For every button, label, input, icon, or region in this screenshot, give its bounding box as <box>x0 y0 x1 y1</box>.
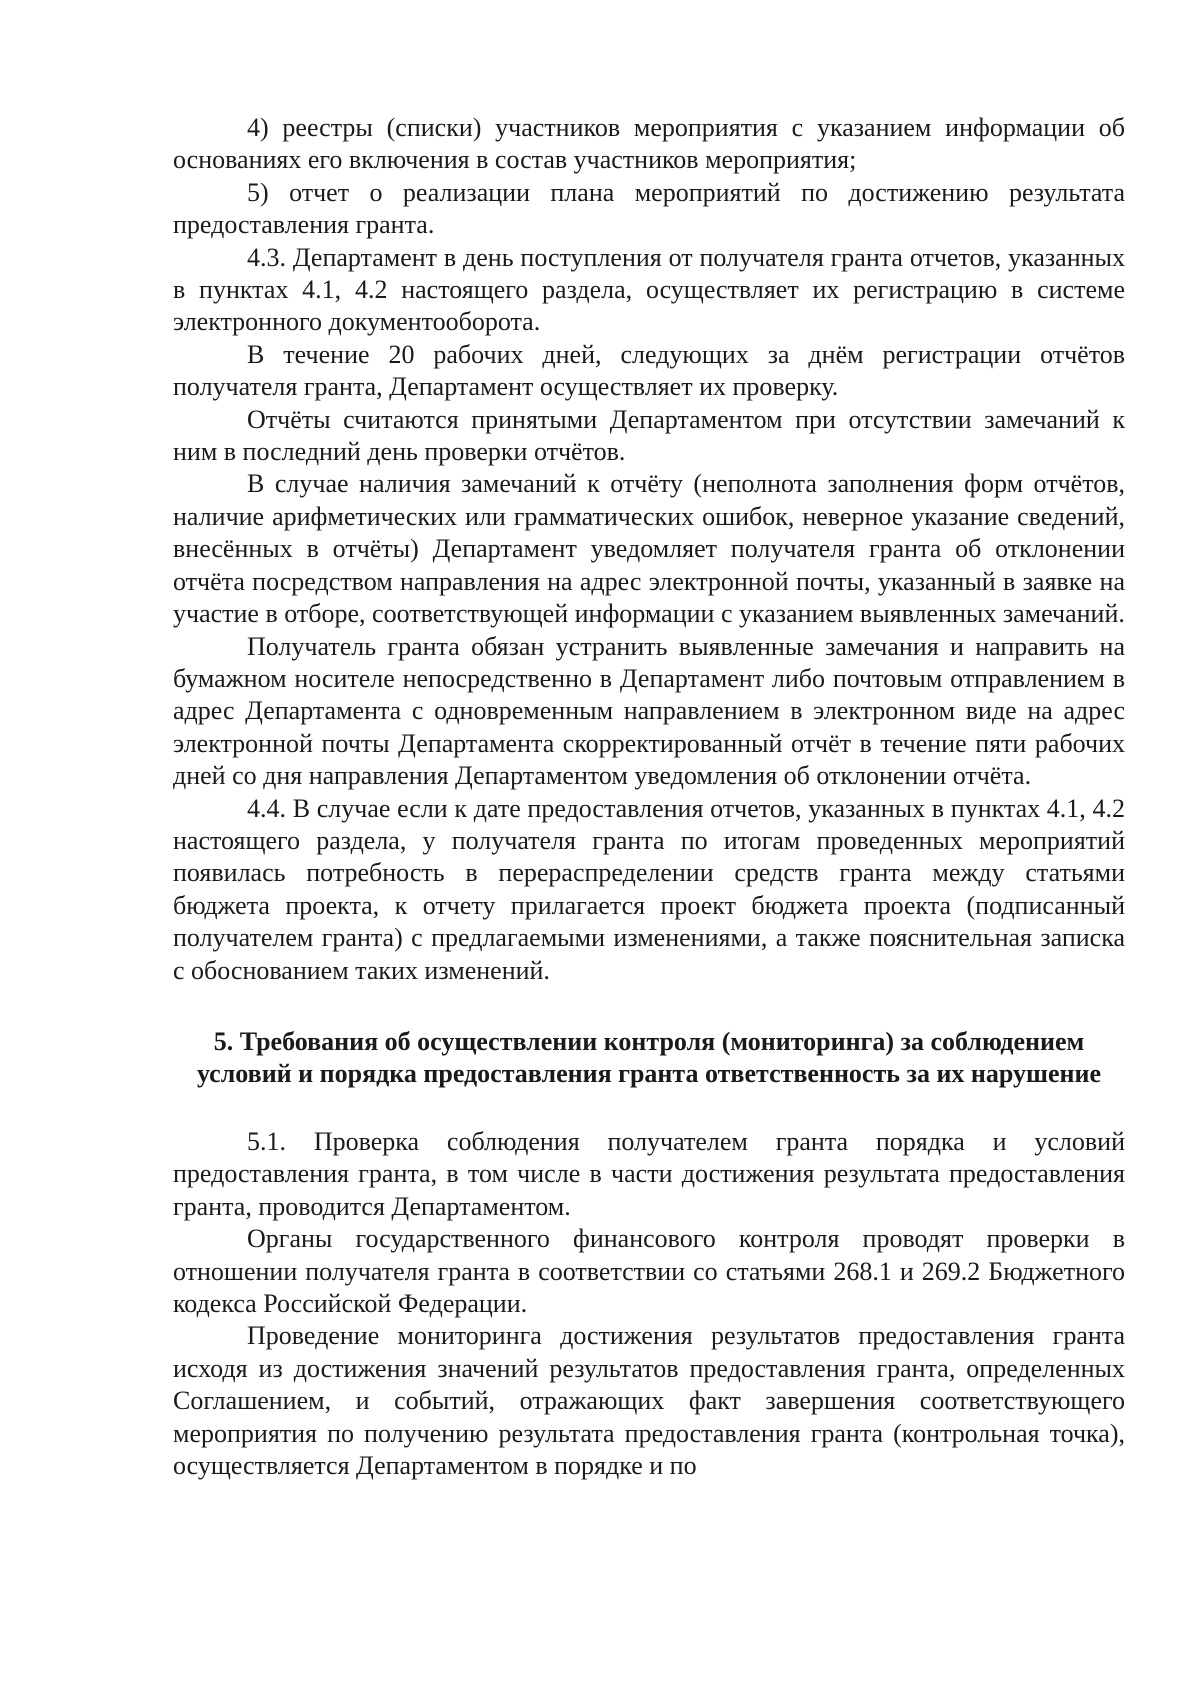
paragraph-4-3-registration: 4.3. Департамент в день поступления от получателя гранта отчетов, указанных в пунктах 4.1, 4.2 настоящего раздела, осуществляет их регистрацию в системе электронного документооборота. <box>173 242 1125 337</box>
document-page <box>173 112 1125 1482</box>
paragraph-item-5-report: 5) отчет о реализации плана мероприятий по достижению результата предоставления гранта. <box>173 177 1125 240</box>
paragraph-4-4-budget-redistribution: 4.4. В случае если к дате предоставления отчетов, указанных в пунктах 4.1, 4.2 настоящего раздела, у получателя гранта по итогам проведенных мероприятий появилась потребность в перераспределении средств гранта между статьями бюджета проекта, к отчету прилагается проект бюджета проекта (подписанный получателем гранта) с предлагаемыми изменениями, а также пояснительная записка с обоснованием таких изменений. <box>173 793 1125 985</box>
paragraph-reports-accepted: Отчёты считаются принятыми Департаментом при отсутствии замечаний к ним в последний день проверки отчётов. <box>173 404 1125 467</box>
section-5-heading: 5. Требования об осуществлении контроля (мониторинга) за соблюдением условий и порядка предоставления гранта ответственность за их нарушение <box>196 1026 1102 1088</box>
paragraph-remarks-notification: В случае наличия замечаний к отчёту (неполнота заполнения форм отчётов, наличие арифметических или грамматических ошибок, неверное указание сведений, внесённых в отчёты) Департамент уведомляет получателя гранта об отклонении отчёта посредством направления на адрес электронной почты, указанный в заявке на участие в отборе, соответствующей информации с указанием выявленных замечаний. <box>173 469 1125 629</box>
paragraph-corrected-report: Получатель гранта обязан устранить выявленные замечания и направить на бумажном носителе непосредственно в Департамент либо почтовым отправлением в адрес Департамента с одновременным направлением в электронном виде на адрес электронной почты Департамента скорректированный отчёт в течение пяти рабочих дней со дня направления Департаментом уведомления об отклонении отчёта. <box>173 631 1125 791</box>
paragraph-5-1-compliance-check: 5.1. Проверка соблюдения получателем гранта порядка и условий предоставления гранта, в том числе в части достижения результата предоставления гранта, проводится Департаментом. <box>173 1126 1125 1221</box>
paragraph-monitoring: Проведение мониторинга достижения результатов предоставления гранта исходя из достижения значений результатов предоставления гранта, определенных Соглашением, и событий, отражающих факт завершения соответствующего мероприятия по получению результата предоставления гранта (контрольная точка), осуществляется Департаментом в порядке и по <box>173 1321 1125 1481</box>
paragraph-state-financial-control: Органы государственного финансового контроля проводят проверки в отношении получателя гранта в соответствии со статьями 268.1 и 269.2 Бюджетного кодекса Российской Федерации. <box>173 1224 1125 1318</box>
paragraph-review-period: В течение 20 рабочих дней, следующих за днём регистрации отчётов получателя гранта, Департамент осуществляет их проверку. <box>173 339 1125 402</box>
paragraph-item-4-registries: 4) реестры (списки) участников мероприятия с указанием информации об основаниях его включения в состав участников мероприятия; <box>173 113 1125 175</box>
